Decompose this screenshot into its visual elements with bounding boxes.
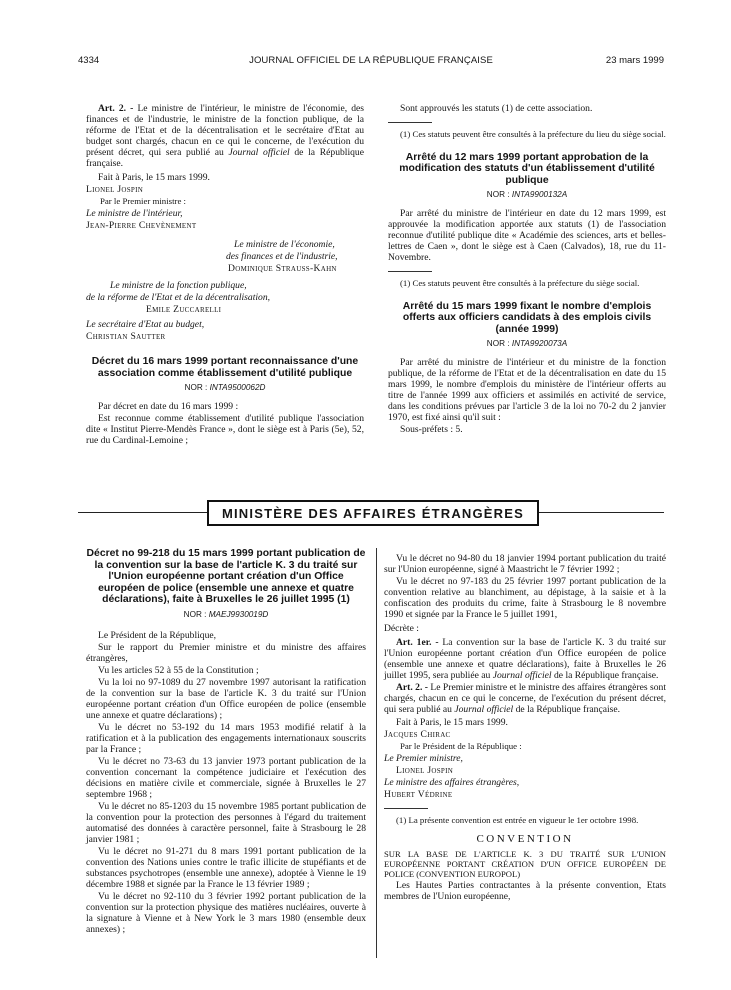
- convention-subtitle: SUR LA BASE DE L'ARTICLE K. 3 DU TRAITÉ SUR L'UNION EUROPÉENNE PORTANT CRÉATION D'UN OFFICE EUROPÉEN DE POLICE (CONVENTION EUROPOL): [384, 848, 666, 880]
- decret-para-2: Est reconnue comme établissement d'utilité publique l'association dite « Institut Pierre-Mendès France », dont le siège est à Paris (5e), 52, rue du Cardinal-Lemoine ;: [86, 413, 364, 446]
- par-pm: Par le Premier ministre :: [100, 196, 186, 206]
- minister-fp-title-2: de la réforme de l'Etat et de la décentralisation,: [86, 292, 271, 303]
- secretary-name: Christian Sautter: [86, 331, 166, 342]
- done-at: Fait à Paris, le 15 mars 1999.: [98, 172, 210, 183]
- approved-statutes: Sont approuvés les statuts (1) de cette association.: [400, 103, 593, 114]
- decret-para-1: Par décret en date du 16 mars 1999 :: [98, 401, 239, 412]
- para-decret-53-192: Vu le décret no 53-192 du 14 mars 1953 modifié relatif à la ratification et à la publication des engagements internationaux souscrits par la France ;: [86, 721, 366, 755]
- arrete-1-text: Par arrêté du ministre de l'intérieur en date du 12 mars 1999, est approuvée la modification apportée aux statuts (1) de l'association reconnue d'utilité publique dite « Académie des sciences, arts et belles-lettres de Caen », dont le siège est à Caen (Calvados), 18, rue du 11-Novembre.: [388, 208, 666, 263]
- minister-fp-title-1: Le ministre de la fonction publique,: [110, 280, 247, 291]
- bottom-left-column: [86, 548, 366, 936]
- minister-eco-title-1: Le ministre de l'économie,: [234, 239, 335, 250]
- footnote-1: (1) Ces statuts peuvent être consultés à la préfecture du lieu du siège social.: [400, 129, 666, 139]
- para-loi-97-1089: Vu la loi no 97-1089 du 27 novembre 1997 autorisant la ratification de la convention sur la base de l'article K. 3 du traité sur l'Union européenne portant création d'un Office européen de police (ensemble une annexe et quatre déclarations) ;: [86, 676, 366, 721]
- signature-president: Jacques Chirac: [384, 729, 451, 740]
- footnote-rule-2: [388, 271, 432, 272]
- done-at-bottom: Fait à Paris, le 15 mars 1999.: [396, 717, 508, 728]
- pm-name: Lionel Jospin: [396, 765, 454, 776]
- arrete-1-title: Arrêté du 12 mars 1999 portant approbation de la modification des statuts d'un établissement d'utilité publique: [399, 151, 655, 186]
- top-right-column: [388, 103, 666, 436]
- arrete-2-title: Arrêté du 15 mars 1999 fixant le nombre d'emplois offerts aux officiers candidats à des emplois civils (année 1999): [402, 300, 652, 335]
- issue-date: 23 mars 1999: [605, 55, 664, 66]
- decret-title: Décret du 16 mars 1999 portant reconnaissance d'une association comme établissement d'utilité publique: [91, 356, 359, 379]
- para-decret-94-80: Vu le décret no 94-80 du 18 janvier 1994 portant publication du traité sur l'Union européenne, signé à Maastricht le 7 février 1992 ;: [384, 553, 666, 575]
- minister-interior-name: Jean-Pierre Chevènement: [86, 220, 197, 231]
- convention-heading: CONVENTION: [476, 832, 574, 845]
- article-1er: Art. 1er. - La convention sur la base de l'article K. 3 du traité sur l'Union européenne portant création d'un Office européen de police (ensemble une annexe et quatre déclarations), faite à Bruxelles le 26 juillet 1995, sera publiée au Journal officiel de la République française.: [384, 637, 666, 681]
- decret-99-218-title: Décret no 99-218 du 15 mars 1999 portant publication de la convention sur la base de l'article K. 3 du traité sur l'Union européenne portant création d'un Office européen de police (ensemble une annexe et quatre déclarations), faite à Bruxelles le 26 juillet 1995 (1): [86, 548, 366, 605]
- minister-eco-name: Dominique Strauss-Kahn: [228, 263, 337, 274]
- mae-name: Hubert Védrine: [384, 789, 453, 800]
- decret-99-218-nor: NOR : MAEJ9930019D: [183, 609, 269, 619]
- top-left-column: [86, 103, 364, 447]
- par-president: Par le Président de la République :: [400, 741, 522, 751]
- article-2-bottom: Art. 2. - Le Premier ministre et le ministre des affaires étrangères sont chargés, chacun en ce qui le concerne, de l'exécution du présent décret, qui sera publié au Journal officiel de la République française.: [384, 682, 667, 715]
- page-number: 4334: [78, 55, 100, 66]
- minister-interior-title: Le ministre de l'intérieur,: [86, 208, 183, 219]
- para-rapport: Sur le rapport du Premier ministre et du ministre des affaires étrangères,: [86, 641, 366, 664]
- footnote-convention: (1) La présente convention est entrée en vigueur le 1er octobre 1998.: [396, 815, 639, 825]
- column-divider: [376, 548, 377, 958]
- secretary-title: Le secrétaire d'Etat au budget,: [86, 319, 205, 330]
- para-decret-92-110: Vu le décret no 92-110 du 3 février 1992 portant publication de la convention sur la protection physique des matières nucléaires, ouverte à la signature à Vienne et à New York le 3 mars 1980 (ensemble deux annexes) ;: [86, 890, 366, 935]
- page-header: [78, 55, 664, 69]
- article-2: Art. 2. - Le ministre de l'intérieur, le ministre de l'économie, des finances et de l'industrie, le ministre de la fonction publique, de la réforme de l'Etat et de la décentralisation et le secrétaire d'Etat au budget sont chargés, chacun en ce qui le concerne, de l'exécution du présent décret, qui sera publié au Journal officiel de la République française.: [86, 103, 364, 169]
- minister-eco-title-2: des finances et de l'industrie,: [226, 251, 338, 262]
- para-president: Le Président de la République,: [98, 629, 217, 641]
- para-decret-85-1203: Vu le décret no 85-1203 du 15 novembre 1985 portant publication de la convention pour la protection des personnes à l'égard du traitement automatisé des données à caractère personnel, faite à Strasbourg le 28 janvier 1981 ;: [86, 800, 366, 845]
- journal-title: JOURNAL OFFICIEL DE LA RÉPUBLIQUE FRANÇAISE: [249, 55, 493, 66]
- pm-title: Le Premier ministre,: [384, 753, 463, 764]
- arrete-2-nor: NOR : INTA9920073A: [486, 339, 568, 348]
- footnote-rule: [388, 122, 432, 123]
- ministry-banner: MINISTÈRE DES AFFAIRES ÉTRANGÈRES: [207, 500, 539, 526]
- convention-para: Les Hautes Parties contractantes à la présente convention, Etats membres de l'Union européenne,: [384, 880, 666, 903]
- arrete-2-text: Par arrêté du ministre de l'intérieur et du ministre de la fonction publique, de la réforme de l'Etat et de la décentralisation en date du 15 mars 1999, le nombre d'emplois du ministère de l'intérieur offerts au titre de l'année 1999 aux officiers et assimilés en activité de service, dans les conditions prévues par l'article 3 de la loi no 70-2 du 2 janvier 1970, est fixé ainsi qu'il suit :: [388, 357, 666, 423]
- mae-title: Le ministre des affaires étrangères,: [384, 777, 520, 788]
- signature-pm: Lionel Jospin: [86, 184, 144, 195]
- footnote-rule-3: [384, 808, 428, 809]
- para-decret-73-63: Vu le décret no 73-63 du 13 janvier 1973 portant publication de la convention concernant la compétence judiciaire et l'exécution des décisions en matière civile et commerciale, signée à Bruxelles le 27 septembre 1968 ;: [86, 755, 366, 800]
- para-decret-91-271: Vu le décret no 91-271 du 8 mars 1991 portant publication de la convention des Nations unies contre le trafic illicite de stupéfiants et de substances psychotropes (ensemble une annexe), adoptée à Vienne le 19 décembre 1988 et signée par la France le 13 février 1989 ;: [86, 845, 366, 890]
- arrete-2-sub: Sous-préfets : 5.: [400, 424, 463, 435]
- decret-nor: NOR : INTA9500062D: [184, 383, 266, 392]
- bottom-right-column: [384, 553, 666, 903]
- arrete-1-nor: NOR : INTA9900132A: [486, 190, 568, 199]
- para-constitution: Vu les articles 52 à 55 de la Constitution ;: [98, 664, 259, 676]
- decrete: Décrète :: [384, 623, 419, 634]
- para-decret-97-183: Vu le décret no 97-183 du 25 février 1997 portant publication de la convention relative au blanchiment, au dépistage, à la saisie et à la confiscation des produits du crime, faite à Strasbourg le 8 novembre 1990 et signée par la France le 5 juillet 1991,: [384, 576, 666, 620]
- footnote-2: (1) Ces statuts peuvent être consultés à la préfecture du siège social.: [400, 278, 640, 288]
- minister-fp-name: Emile Zuccarelli: [146, 304, 222, 315]
